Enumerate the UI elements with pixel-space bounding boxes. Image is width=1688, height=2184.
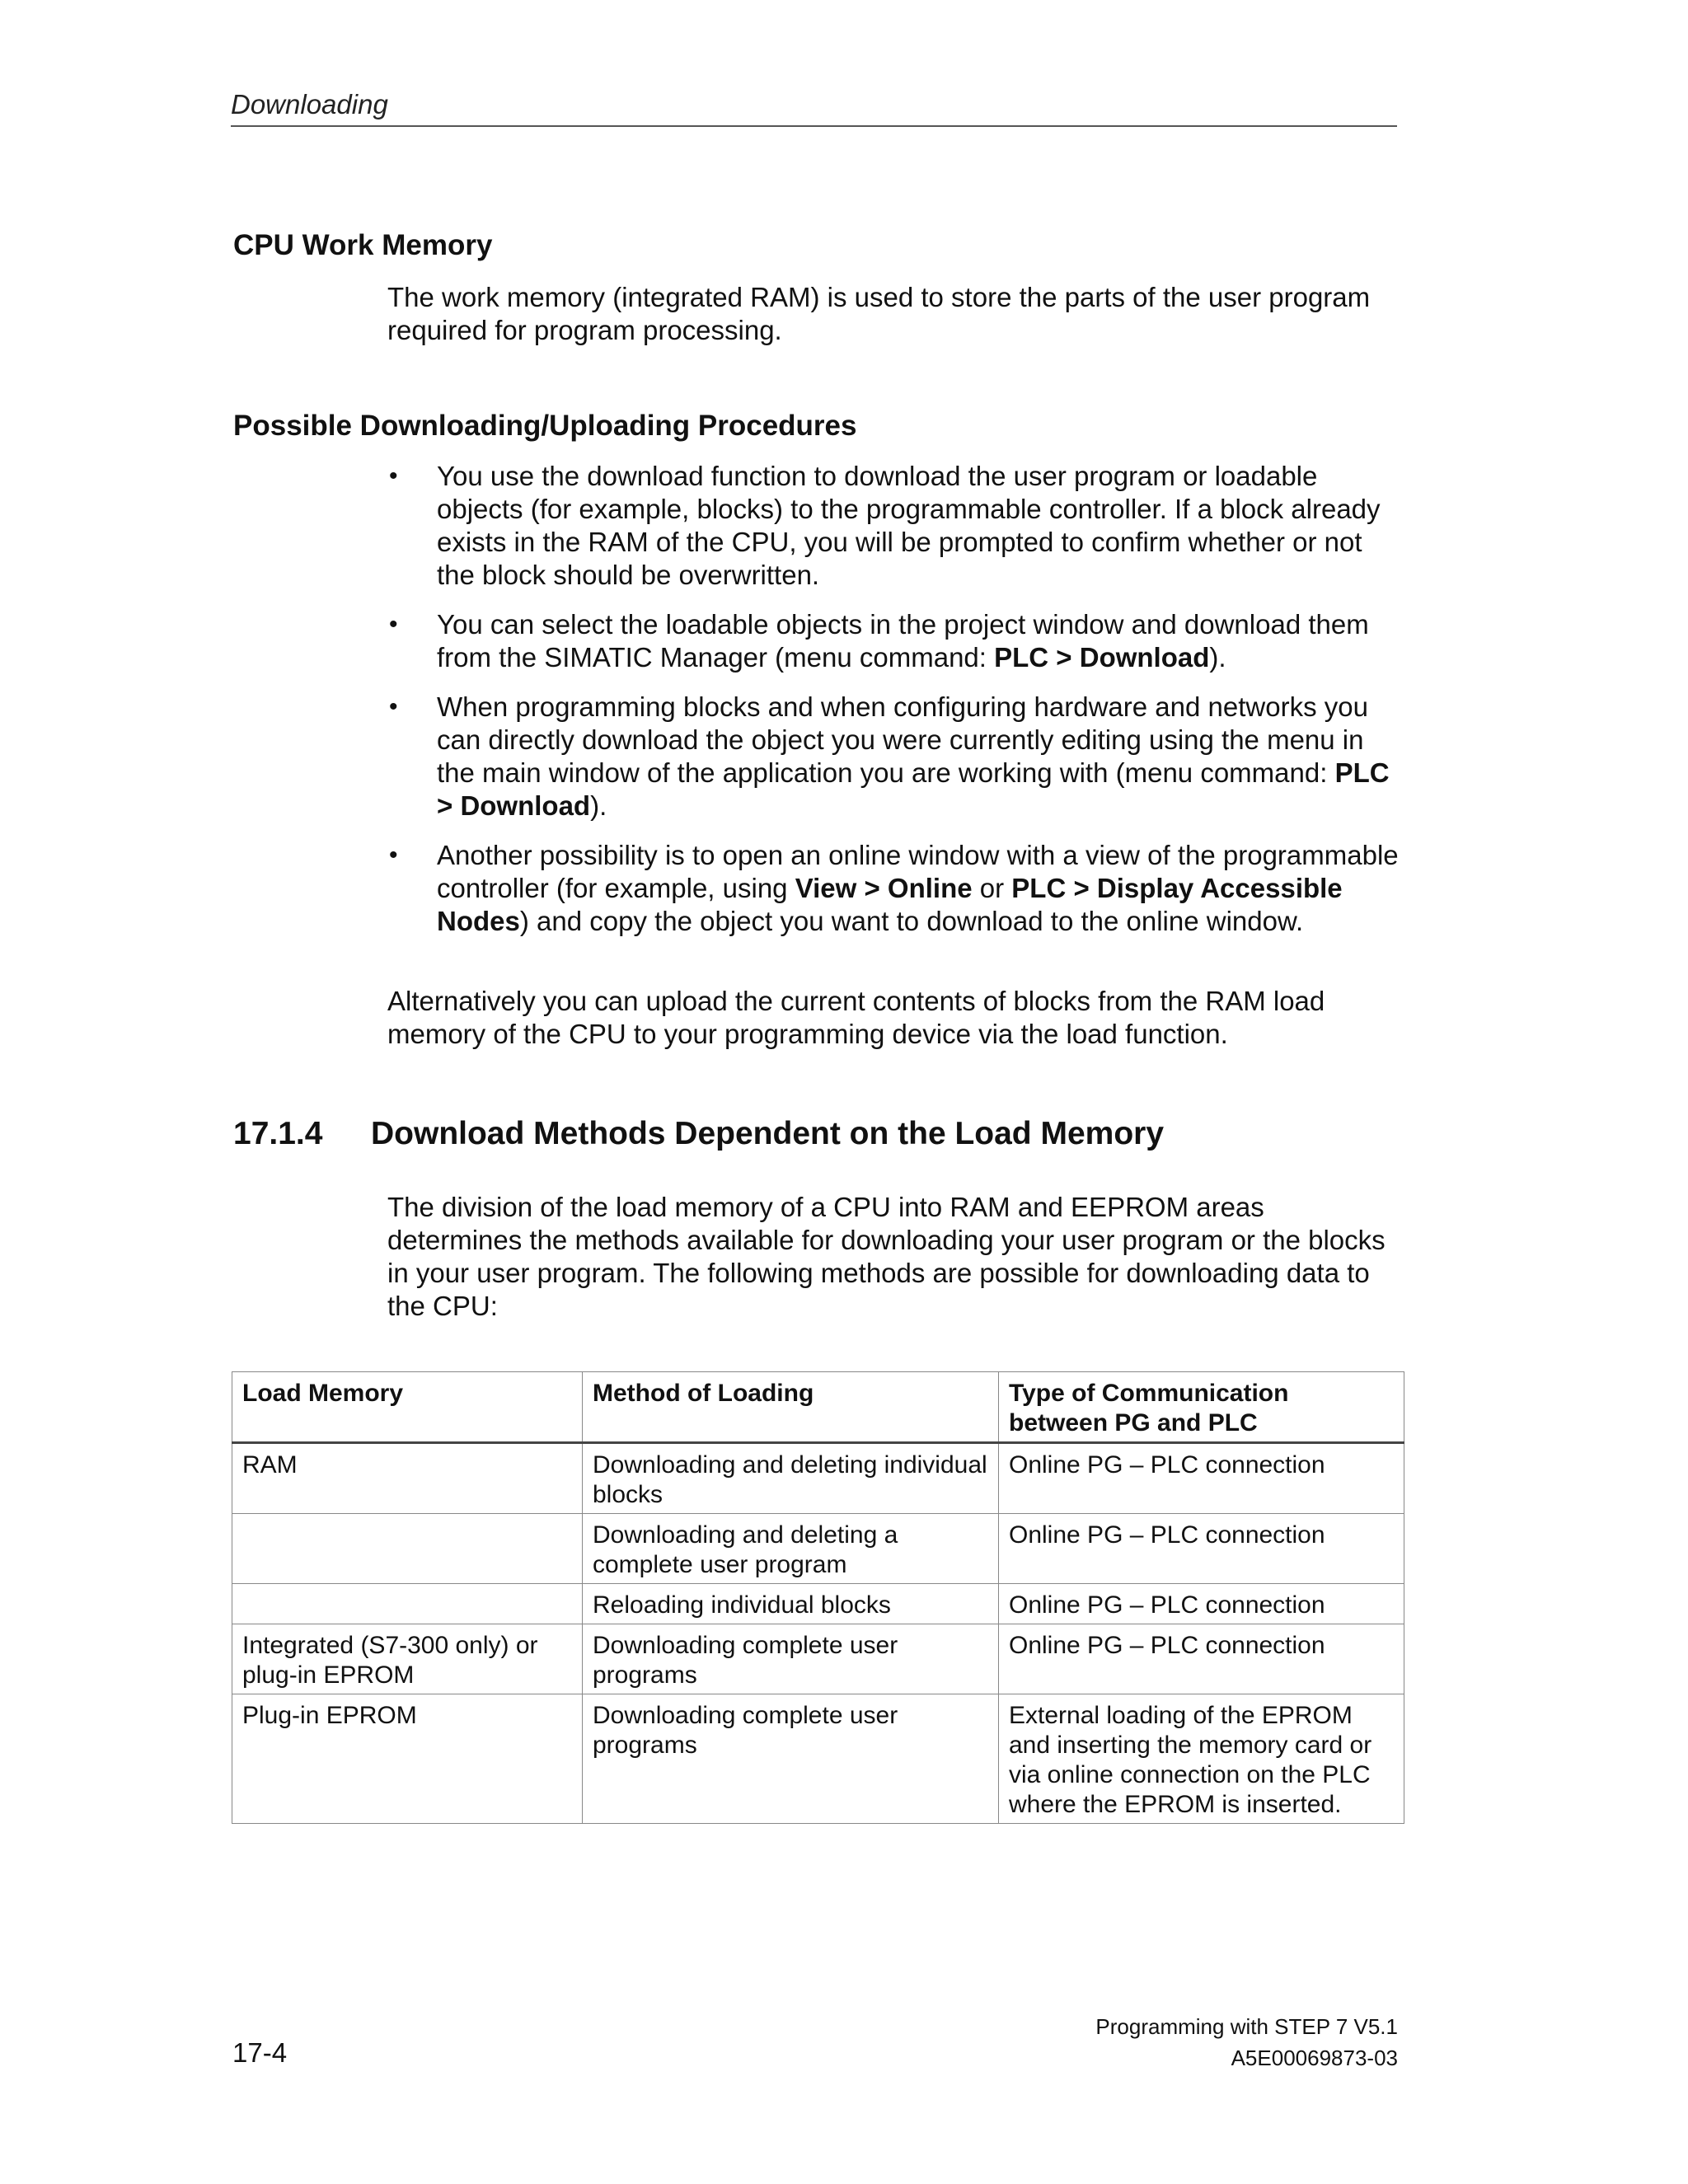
procedure-item	[387, 460, 1401, 592]
page-number: 17-4	[232, 2037, 288, 2068]
cell-method: Downloading complete user programs	[583, 1624, 999, 1694]
download-methods-table	[232, 1371, 1404, 1824]
chapter-title: Download Methods Dependent on the Load Memory	[371, 1116, 1165, 1151]
chapter-number: 17.1.4	[233, 1116, 323, 1151]
cell-load-memory	[232, 1514, 583, 1584]
bullet-text: You use the download function to download the user program or loadable objects (for example, blocks) to the programmable controller. If a block already exists in the RAM of the CPU, you will be prompted to confirm whether or not the block should be overwritten.	[437, 461, 1381, 590]
cell-load-memory	[232, 1584, 583, 1624]
menu-command: PLC > Download	[994, 642, 1210, 673]
bullet-icon: •	[389, 693, 398, 720]
cell-method: Downloading and deleting a complete user program	[583, 1514, 999, 1584]
procedure-item	[387, 608, 1401, 674]
cell-communication: Online PG – PLC connection	[999, 1443, 1404, 1514]
work-memory-paragraph: The work memory (integrated RAM) is used to store the parts of the user program required for program processing.	[387, 282, 1371, 345]
menu-command: PLC > Display Accessible Nodes	[437, 873, 1343, 936]
table-row	[232, 1694, 1404, 1824]
procedure-list	[387, 460, 1401, 954]
heading-procedures: Possible Downloading/Uploading Procedures	[233, 410, 857, 442]
cell-load-memory: RAM	[232, 1443, 583, 1514]
bullet-text: or	[972, 873, 1012, 903]
bullet-text: Another possibility is to open an online window with a view of the programmable controller (for example, using	[437, 840, 1399, 903]
cell-communication: Online PG – PLC connection	[999, 1514, 1404, 1584]
page-header	[231, 89, 1397, 127]
running-title: Downloading	[231, 89, 388, 120]
bullet-icon: •	[389, 462, 398, 490]
bullet-icon: •	[389, 841, 398, 869]
cell-communication: Online PG – PLC connection	[999, 1624, 1404, 1694]
header-communication: Type of Communication between PG and PLC	[999, 1372, 1404, 1443]
bullet-text: ) and copy the object you want to download to the online window.	[519, 906, 1304, 936]
menu-command: PLC > Download	[437, 757, 1390, 821]
upload-paragraph: Alternatively you can upload the current contents of blocks from the RAM load memory of the CPU to your programming device via the load function.	[387, 986, 1325, 1049]
procedure-item	[387, 691, 1401, 823]
chapter-intro: The division of the load memory of a CPU into RAM and EEPROM areas determines the methods available for downloading your user program or the blocks in your user program. The following methods are possible for downloading data to the CPU:	[387, 1192, 1386, 1321]
bullet-text: ).	[590, 790, 607, 821]
menu-command: View > Online	[795, 873, 973, 903]
header-load-memory: Load Memory	[232, 1372, 583, 1443]
cell-load-memory: Plug-in EPROM	[232, 1694, 583, 1824]
bullet-icon: •	[389, 611, 398, 638]
bullet-text: ).	[1209, 642, 1226, 673]
cell-method: Downloading and deleting individual blocks	[583, 1443, 999, 1514]
table-header-row	[232, 1372, 1404, 1443]
footer-info	[1095, 2011, 1398, 2074]
table-row	[232, 1584, 1404, 1624]
cell-method: Reloading individual blocks	[583, 1584, 999, 1624]
bullet-text: You can select the loadable objects in the project window and download them from the SIMATIC Manager (menu command:	[437, 609, 1369, 673]
table-row	[232, 1624, 1404, 1694]
cell-method: Downloading complete user programs	[583, 1694, 999, 1824]
table-row	[232, 1514, 1404, 1584]
chapter-heading	[233, 1116, 1164, 1152]
procedure-item	[387, 839, 1401, 938]
heading-cpu-work-memory: CPU Work Memory	[233, 229, 493, 261]
cell-communication: Online PG – PLC connection	[999, 1584, 1404, 1624]
bullet-text: When programming blocks and when configuring hardware and networks you can directly download the object you were currently editing using the menu in the main window of the application you are working with (menu command:	[437, 691, 1368, 788]
header-method: Method of Loading	[583, 1372, 999, 1443]
cell-communication: External loading of the EPROM and inserting the memory card or via online connection on the PLC where the EPROM is inserted.	[999, 1694, 1404, 1824]
manual-title: Programming with STEP 7 V5.1	[1095, 2014, 1398, 2039]
document-code: A5E00069873-03	[1231, 2046, 1398, 2070]
cell-load-memory: Integrated (S7-300 only) or plug-in EPROM	[232, 1624, 583, 1694]
table-row	[232, 1443, 1404, 1514]
